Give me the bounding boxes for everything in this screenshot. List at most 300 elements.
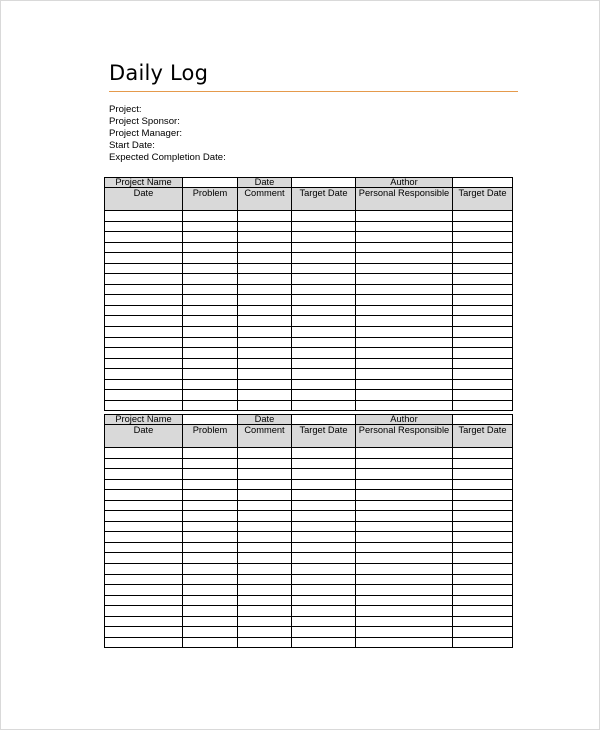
table-cell[interactable] — [238, 458, 292, 469]
table-cell[interactable] — [183, 542, 238, 553]
table-cell[interactable] — [105, 253, 183, 264]
table-cell[interactable] — [105, 574, 183, 585]
table-cell[interactable] — [356, 242, 453, 253]
field-project-sponsor: Project Sponsor: — [109, 116, 180, 127]
table-row — [105, 627, 513, 638]
table-row — [105, 337, 513, 348]
table-cell[interactable] — [356, 574, 453, 585]
table-cell[interactable] — [356, 490, 453, 501]
table-cell[interactable] — [356, 284, 453, 295]
table-cell[interactable] — [183, 295, 238, 306]
table-cell[interactable] — [453, 616, 513, 627]
group-header-blank — [453, 178, 513, 188]
table-cell[interactable] — [453, 469, 513, 480]
table-row — [105, 511, 513, 522]
table-cell[interactable] — [105, 469, 183, 480]
table-cell[interactable] — [105, 490, 183, 501]
table-row — [105, 284, 513, 295]
table-cell[interactable] — [453, 479, 513, 490]
table-cell[interactable] — [292, 358, 356, 369]
table-cell[interactable] — [238, 532, 292, 543]
table-cell[interactable] — [105, 327, 183, 338]
table-cell[interactable] — [453, 284, 513, 295]
table-cell[interactable] — [453, 542, 513, 553]
table-cell[interactable] — [453, 337, 513, 348]
table-cell[interactable] — [453, 553, 513, 564]
table-cell[interactable] — [356, 369, 453, 380]
table-cell[interactable] — [238, 490, 292, 501]
table-cell[interactable] — [292, 400, 356, 411]
group-header-date: Date — [238, 415, 292, 425]
table-row — [105, 490, 513, 501]
table-cell[interactable] — [356, 521, 453, 532]
table-cell[interactable] — [356, 606, 453, 617]
group-header-blank — [183, 178, 238, 188]
table-row — [105, 400, 513, 411]
table-cell[interactable] — [238, 253, 292, 264]
table-cell[interactable] — [105, 627, 183, 638]
table-cell[interactable] — [105, 263, 183, 274]
table-cell[interactable] — [183, 337, 238, 348]
table-cell[interactable] — [453, 400, 513, 411]
table-cell[interactable] — [238, 221, 292, 232]
table-cell[interactable] — [356, 274, 453, 285]
table-cell[interactable] — [292, 511, 356, 522]
table-cell[interactable] — [453, 532, 513, 543]
log-table-2 — [104, 414, 513, 648]
table-cell[interactable] — [105, 448, 183, 459]
table-cell[interactable] — [292, 521, 356, 532]
log-table-1 — [104, 177, 513, 411]
table-cell[interactable] — [238, 232, 292, 243]
table-cell[interactable] — [356, 479, 453, 490]
table-cell[interactable] — [105, 500, 183, 511]
project-info — [109, 104, 226, 164]
table-cell[interactable] — [356, 358, 453, 369]
table-cell[interactable] — [292, 479, 356, 490]
table-cell[interactable] — [292, 327, 356, 338]
table-cell[interactable] — [183, 316, 238, 327]
table-cell[interactable] — [183, 490, 238, 501]
col-header-target-date: Target Date — [292, 425, 356, 448]
table-cell[interactable] — [105, 564, 183, 575]
table-cell[interactable] — [105, 295, 183, 306]
table-cell[interactable] — [183, 458, 238, 469]
table-cell[interactable] — [105, 232, 183, 243]
table-cell[interactable] — [292, 627, 356, 638]
table-cell[interactable] — [105, 221, 183, 232]
table-cell[interactable] — [356, 458, 453, 469]
table-cell[interactable] — [183, 358, 238, 369]
col-header-date: Date — [105, 425, 183, 448]
col-header-target-date: Target Date — [292, 188, 356, 211]
table-cell[interactable] — [292, 532, 356, 543]
table-cell[interactable] — [356, 305, 453, 316]
group-header-row — [105, 415, 513, 425]
table-cell[interactable] — [453, 274, 513, 285]
group-header-row — [105, 178, 513, 188]
table-cell[interactable] — [453, 606, 513, 617]
table-cell[interactable] — [356, 564, 453, 575]
table-cell[interactable] — [453, 379, 513, 390]
table-cell[interactable] — [356, 400, 453, 411]
group-header-blank — [453, 415, 513, 425]
table-cell[interactable] — [292, 242, 356, 253]
table-cell[interactable] — [453, 595, 513, 606]
table-cell[interactable] — [356, 337, 453, 348]
table-row — [105, 232, 513, 243]
table-cell[interactable] — [356, 616, 453, 627]
table-cell[interactable] — [292, 574, 356, 585]
table-cell[interactable] — [356, 532, 453, 543]
table-cell[interactable] — [356, 585, 453, 596]
table-row — [105, 469, 513, 480]
table-row — [105, 532, 513, 543]
table-cell[interactable] — [105, 369, 183, 380]
col-header-target-date-2: Target Date — [453, 188, 513, 211]
table-cell[interactable] — [453, 327, 513, 338]
table-cell[interactable] — [453, 627, 513, 638]
table-cell[interactable] — [453, 369, 513, 380]
table-row — [105, 564, 513, 575]
table-cell[interactable] — [453, 458, 513, 469]
group-header-blank — [292, 178, 356, 188]
table-cell[interactable] — [183, 274, 238, 285]
table-cell[interactable] — [238, 595, 292, 606]
table-cell[interactable] — [292, 458, 356, 469]
table-cell[interactable] — [292, 595, 356, 606]
field-project-manager: Project Manager: — [109, 128, 183, 139]
table-row — [105, 585, 513, 596]
page-title: Daily Log — [109, 61, 209, 85]
table-cell[interactable] — [453, 500, 513, 511]
table-cell[interactable] — [453, 574, 513, 585]
table-cell[interactable] — [105, 316, 183, 327]
table-row — [105, 500, 513, 511]
table-cell[interactable] — [238, 369, 292, 380]
table-cell[interactable] — [292, 337, 356, 348]
table-cell[interactable] — [105, 379, 183, 390]
table-cell[interactable] — [453, 585, 513, 596]
table-cell[interactable] — [105, 479, 183, 490]
table-cell[interactable] — [105, 532, 183, 543]
table-cell[interactable] — [453, 263, 513, 274]
table-row — [105, 211, 513, 222]
table-cell[interactable] — [105, 390, 183, 401]
table-row — [105, 542, 513, 553]
table-cell[interactable] — [453, 253, 513, 264]
table-row — [105, 348, 513, 359]
table-cell[interactable] — [105, 337, 183, 348]
table-cell[interactable] — [453, 564, 513, 575]
table-cell[interactable] — [356, 232, 453, 243]
table-row — [105, 295, 513, 306]
table-cell[interactable] — [238, 358, 292, 369]
table-cell[interactable] — [238, 390, 292, 401]
table-cell[interactable] — [238, 627, 292, 638]
table-cell[interactable] — [356, 327, 453, 338]
table-cell[interactable] — [238, 553, 292, 564]
group-header-author: Author — [356, 178, 453, 188]
table-cell[interactable] — [453, 390, 513, 401]
group-header-project-name: Project Name — [105, 178, 183, 188]
table-cell[interactable] — [183, 532, 238, 543]
table-cell[interactable] — [238, 500, 292, 511]
table-cell[interactable] — [292, 490, 356, 501]
table-cell[interactable] — [105, 305, 183, 316]
table-row — [105, 616, 513, 627]
table-row — [105, 553, 513, 564]
table-cell[interactable] — [238, 263, 292, 274]
table-cell[interactable] — [183, 327, 238, 338]
table-cell[interactable] — [453, 316, 513, 327]
table-cell[interactable] — [356, 263, 453, 274]
table-row — [105, 521, 513, 532]
table-row — [105, 379, 513, 390]
table-row — [105, 253, 513, 264]
table-cell[interactable] — [238, 211, 292, 222]
table-cell[interactable] — [105, 542, 183, 553]
table-cell[interactable] — [356, 253, 453, 264]
table-cell[interactable] — [292, 585, 356, 596]
table-cell[interactable] — [183, 521, 238, 532]
table-cell[interactable] — [183, 606, 238, 617]
table-cell[interactable] — [105, 348, 183, 359]
table-cell[interactable] — [292, 348, 356, 359]
table-cell[interactable] — [183, 479, 238, 490]
table-cell[interactable] — [453, 295, 513, 306]
table-cell[interactable] — [292, 390, 356, 401]
group-header-project-name: Project Name — [105, 415, 183, 425]
table-row — [105, 263, 513, 274]
table-cell[interactable] — [183, 400, 238, 411]
table-cell[interactable] — [238, 479, 292, 490]
table-cell[interactable] — [453, 211, 513, 222]
table-cell[interactable] — [356, 448, 453, 459]
table-cell[interactable] — [453, 221, 513, 232]
table-cell[interactable] — [183, 553, 238, 564]
table-cell[interactable] — [238, 284, 292, 295]
table-cell[interactable] — [105, 458, 183, 469]
table-cell[interactable] — [183, 595, 238, 606]
table-cell[interactable] — [183, 253, 238, 264]
table-cell[interactable] — [238, 585, 292, 596]
table-cell[interactable] — [292, 253, 356, 264]
table-cell[interactable] — [292, 369, 356, 380]
table-row — [105, 458, 513, 469]
table-cell[interactable] — [105, 521, 183, 532]
table-cell[interactable] — [238, 327, 292, 338]
table-cell[interactable] — [105, 284, 183, 295]
col-header-personal-responsible: Personal Responsible — [356, 425, 453, 448]
table-cell[interactable] — [183, 390, 238, 401]
table-cell[interactable] — [183, 511, 238, 522]
table-cell[interactable] — [356, 316, 453, 327]
table-cell[interactable] — [183, 574, 238, 585]
table-cell[interactable] — [453, 448, 513, 459]
table-cell[interactable] — [183, 211, 238, 222]
table-cell[interactable] — [105, 606, 183, 617]
table-cell[interactable] — [356, 469, 453, 480]
table-cell[interactable] — [292, 284, 356, 295]
table-cell[interactable] — [453, 358, 513, 369]
table-row — [105, 637, 513, 648]
table-cell[interactable] — [183, 221, 238, 232]
table-cell[interactable] — [238, 337, 292, 348]
table-cell[interactable] — [453, 232, 513, 243]
table-cell[interactable] — [105, 358, 183, 369]
col-header-problem: Problem — [183, 425, 238, 448]
table-cell[interactable] — [356, 500, 453, 511]
table-cell[interactable] — [238, 469, 292, 480]
group-header-blank — [183, 415, 238, 425]
table-cell[interactable] — [238, 274, 292, 285]
col-header-problem: Problem — [183, 188, 238, 211]
table-cell[interactable] — [238, 564, 292, 575]
table-cell[interactable] — [238, 574, 292, 585]
table-cell[interactable] — [292, 232, 356, 243]
table-cell[interactable] — [356, 295, 453, 306]
table-cell[interactable] — [105, 242, 183, 253]
table-cell[interactable] — [292, 637, 356, 648]
table-row — [105, 305, 513, 316]
table-cell[interactable] — [356, 348, 453, 359]
table-cell[interactable] — [453, 521, 513, 532]
field-expected-completion-date: Expected Completion Date: — [109, 152, 226, 163]
group-header-blank — [292, 415, 356, 425]
table-cell[interactable] — [292, 221, 356, 232]
table-cell[interactable] — [356, 511, 453, 522]
table-row — [105, 316, 513, 327]
table-cell[interactable] — [183, 469, 238, 480]
col-header-comment: Comment — [238, 425, 292, 448]
table-cell[interactable] — [183, 232, 238, 243]
table-cell[interactable] — [238, 511, 292, 522]
table-cell[interactable] — [238, 348, 292, 359]
table-cell[interactable] — [238, 400, 292, 411]
table-cell[interactable] — [453, 305, 513, 316]
table-cell[interactable] — [183, 500, 238, 511]
table-cell[interactable] — [356, 637, 453, 648]
table-cell[interactable] — [238, 242, 292, 253]
table-cell[interactable] — [183, 564, 238, 575]
table-cell[interactable] — [356, 595, 453, 606]
table-cell[interactable] — [453, 348, 513, 359]
table-cell[interactable] — [238, 448, 292, 459]
table-cell[interactable] — [292, 211, 356, 222]
table-cell[interactable] — [292, 305, 356, 316]
table-cell[interactable] — [292, 616, 356, 627]
table-cell[interactable] — [238, 521, 292, 532]
table-cell[interactable] — [105, 400, 183, 411]
group-header-author: Author — [356, 415, 453, 425]
column-header-row — [105, 188, 513, 211]
table-cell[interactable] — [292, 564, 356, 575]
table-cell[interactable] — [105, 511, 183, 522]
table-cell[interactable] — [453, 242, 513, 253]
table-cell[interactable] — [105, 637, 183, 648]
col-header-personal-responsible: Personal Responsible — [356, 188, 453, 211]
table-cell[interactable] — [183, 263, 238, 274]
table-cell[interactable] — [183, 637, 238, 648]
table-row — [105, 606, 513, 617]
table-cell[interactable] — [238, 616, 292, 627]
table-cell[interactable] — [238, 305, 292, 316]
table-cell[interactable] — [356, 379, 453, 390]
title-underline — [109, 91, 518, 92]
table-cell[interactable] — [183, 369, 238, 380]
table-cell[interactable] — [292, 553, 356, 564]
table-cell[interactable] — [292, 542, 356, 553]
table-cell[interactable] — [105, 585, 183, 596]
table-cell[interactable] — [356, 542, 453, 553]
table-cell[interactable] — [105, 595, 183, 606]
table-cell[interactable] — [238, 606, 292, 617]
table-cell[interactable] — [183, 616, 238, 627]
table-cell[interactable] — [356, 221, 453, 232]
table-cell[interactable] — [453, 490, 513, 501]
col-header-date: Date — [105, 188, 183, 211]
field-start-date: Start Date: — [109, 140, 155, 151]
table-cell[interactable] — [292, 606, 356, 617]
table-cell[interactable] — [183, 627, 238, 638]
table-row — [105, 327, 513, 338]
table-cell[interactable] — [183, 305, 238, 316]
table-cell[interactable] — [292, 469, 356, 480]
table-cell[interactable] — [183, 585, 238, 596]
table-cell[interactable] — [183, 348, 238, 359]
table-cell[interactable] — [292, 295, 356, 306]
field-project: Project: — [109, 104, 142, 115]
table-cell[interactable] — [292, 274, 356, 285]
table-cell[interactable] — [105, 553, 183, 564]
table-cell[interactable] — [238, 637, 292, 648]
table-cell[interactable] — [453, 637, 513, 648]
table-cell[interactable] — [183, 379, 238, 390]
table-row — [105, 369, 513, 380]
table-row — [105, 479, 513, 490]
table-cell[interactable] — [356, 627, 453, 638]
group-header-date: Date — [238, 178, 292, 188]
table-row — [105, 221, 513, 232]
table-cell[interactable] — [292, 500, 356, 511]
column-header-row — [105, 425, 513, 448]
table-cell[interactable] — [183, 242, 238, 253]
table-cell[interactable] — [238, 379, 292, 390]
table-cell[interactable] — [238, 542, 292, 553]
table-cell[interactable] — [292, 316, 356, 327]
table-cell[interactable] — [292, 379, 356, 390]
table-cell[interactable] — [105, 211, 183, 222]
table-row — [105, 390, 513, 401]
table-row — [105, 274, 513, 285]
table-cell[interactable] — [356, 553, 453, 564]
table-cell[interactable] — [356, 390, 453, 401]
col-header-target-date-2: Target Date — [453, 425, 513, 448]
table-cell[interactable] — [292, 263, 356, 274]
table-cell[interactable] — [356, 211, 453, 222]
col-header-comment: Comment — [238, 188, 292, 211]
table-cell[interactable] — [183, 448, 238, 459]
table-row — [105, 358, 513, 369]
table-cell[interactable] — [453, 511, 513, 522]
table-cell[interactable] — [183, 284, 238, 295]
table-cell[interactable] — [238, 295, 292, 306]
table-cell[interactable] — [238, 316, 292, 327]
table-cell[interactable] — [105, 274, 183, 285]
table-cell[interactable] — [292, 448, 356, 459]
table-cell[interactable] — [105, 616, 183, 627]
